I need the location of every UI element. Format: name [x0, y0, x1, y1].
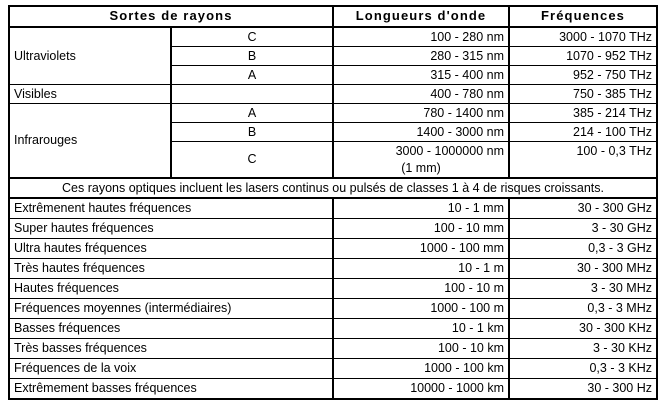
- table-row: [9, 104, 657, 123]
- row-frequency: 1070 - 952 THz: [509, 47, 657, 66]
- row-subtype: C: [171, 142, 333, 179]
- row-subtype: A: [171, 104, 333, 123]
- row-wavelength: 10000 - 1000 km: [333, 379, 509, 400]
- row-kind: Très hautes fréquences: [9, 259, 333, 279]
- row-frequency: 0,3 - 3 KHz: [509, 359, 657, 379]
- table-row: [9, 27, 657, 47]
- row-wavelength: 1000 - 100 km: [333, 359, 509, 379]
- row-frequency: 3 - 30 GHz: [509, 219, 657, 239]
- electromagnetic-spectrum-table: [8, 5, 658, 400]
- row-wavelength: 1000 - 100 mm: [333, 239, 509, 259]
- row-wavelength: 400 - 780 nm: [333, 85, 509, 104]
- row-subtype: C: [171, 27, 333, 47]
- row-wavelength: 100 - 10 mm: [333, 219, 509, 239]
- row-kind: Très basses fréquences: [9, 339, 333, 359]
- table-row: [9, 279, 657, 299]
- table-row: [9, 359, 657, 379]
- header-frequency: Fréquences: [509, 6, 657, 27]
- row-kind: Fréquences de la voix: [9, 359, 333, 379]
- table-row: [9, 198, 657, 219]
- row-kind: Extrêmement basses fréquences: [9, 379, 333, 400]
- row-frequency: 30 - 300 KHz: [509, 319, 657, 339]
- row-wavelength: 1400 - 3000 nm: [333, 123, 509, 142]
- row-subtype: [171, 85, 333, 104]
- row-kind: Hautes fréquences: [9, 279, 333, 299]
- row-kind: Ultraviolets: [9, 27, 171, 85]
- table-row: [9, 239, 657, 259]
- optical-note-text: Ces rayons optiques incluent les lasers continus ou pulsés de classes 1 à 4 de risques croissants.: [9, 178, 657, 198]
- row-frequency: 30 - 300 Hz: [509, 379, 657, 400]
- row-wavelength: 3000 - 1000000 nm: [333, 142, 509, 161]
- row-frequency: 3000 - 1070 THz: [509, 27, 657, 47]
- row-kind: Fréquences moyennes (intermédiaires): [9, 299, 333, 319]
- table-header-row: [9, 6, 657, 27]
- row-wavelength: 280 - 315 nm: [333, 47, 509, 66]
- table-row: [9, 85, 657, 104]
- row-frequency: 0,3 - 3 GHz: [509, 239, 657, 259]
- row-kind: Visibles: [9, 85, 171, 104]
- row-subtype: A: [171, 66, 333, 85]
- row-wavelength: 1000 - 100 m: [333, 299, 509, 319]
- row-frequency: 750 - 385 THz: [509, 85, 657, 104]
- row-kind: Basses fréquences: [9, 319, 333, 339]
- row-kind: Extrêmenent hautes fréquences: [9, 198, 333, 219]
- table-row: [9, 219, 657, 239]
- row-frequency: 3 - 30 KHz: [509, 339, 657, 359]
- row-frequency: 3 - 30 MHz: [509, 279, 657, 299]
- row-subtype: B: [171, 47, 333, 66]
- row-wavelength-note: (1 mm): [333, 160, 509, 178]
- row-kind: Infrarouges: [9, 104, 171, 179]
- table-row: [9, 379, 657, 400]
- row-wavelength: 315 - 400 nm: [333, 66, 509, 85]
- row-kind: Super hautes fréquences: [9, 219, 333, 239]
- optical-note-row: [9, 178, 657, 198]
- table-row: [9, 339, 657, 359]
- row-frequency: 0,3 - 3 MHz: [509, 299, 657, 319]
- row-frequency: 385 - 214 THz: [509, 104, 657, 123]
- row-frequency: 30 - 300 GHz: [509, 198, 657, 219]
- row-frequency: 214 - 100 THz: [509, 123, 657, 142]
- row-frequency: 30 - 300 MHz: [509, 259, 657, 279]
- table-row: [9, 299, 657, 319]
- row-wavelength: 10 - 1 m: [333, 259, 509, 279]
- row-wavelength: 100 - 10 m: [333, 279, 509, 299]
- row-wavelength: 100 - 280 nm: [333, 27, 509, 47]
- header-wavelength: Longueurs d'onde: [333, 6, 509, 27]
- row-wavelength: 10 - 1 km: [333, 319, 509, 339]
- row-wavelength: 780 - 1400 nm: [333, 104, 509, 123]
- row-frequency: 952 - 750 THz: [509, 66, 657, 85]
- row-wavelength: 100 - 10 km: [333, 339, 509, 359]
- table-row: [9, 259, 657, 279]
- header-kind: Sortes de rayons: [9, 6, 333, 27]
- row-kind: Ultra hautes fréquences: [9, 239, 333, 259]
- row-frequency: 100 - 0,3 THz: [509, 142, 657, 179]
- table-row: [9, 319, 657, 339]
- row-wavelength: 10 - 1 mm: [333, 198, 509, 219]
- row-subtype: B: [171, 123, 333, 142]
